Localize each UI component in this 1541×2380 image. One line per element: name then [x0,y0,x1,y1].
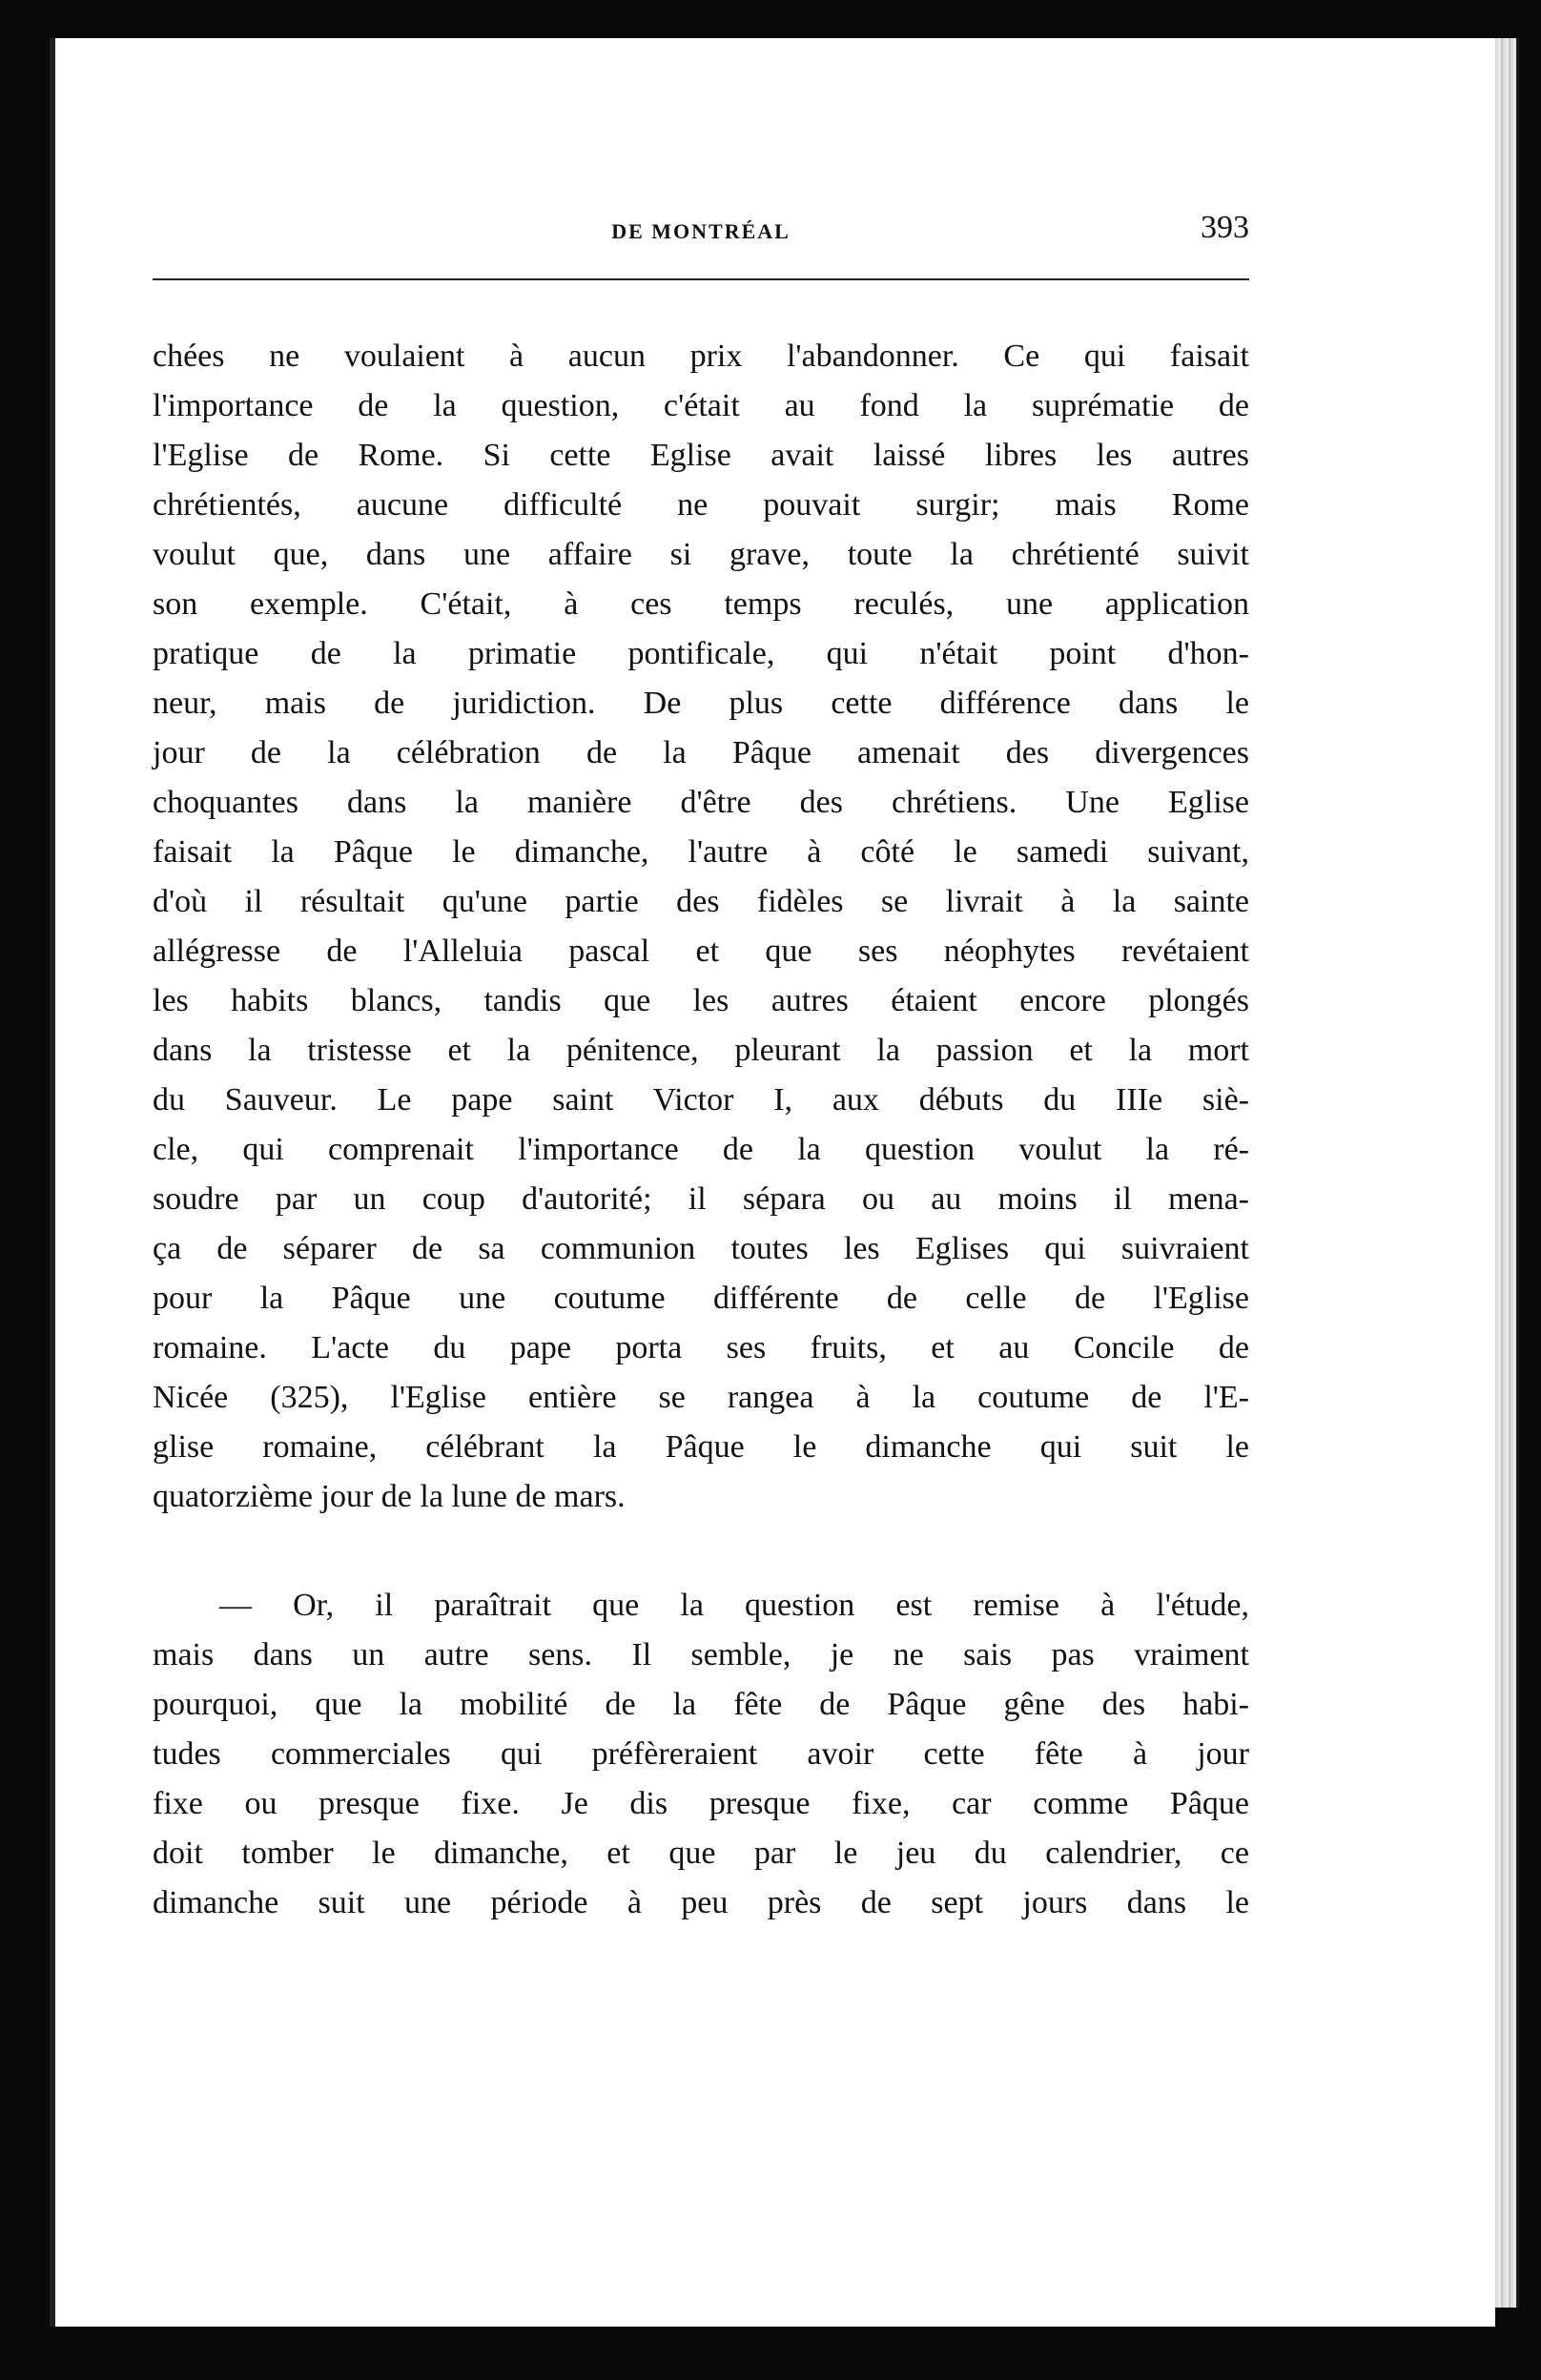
text-line: chées ne voulaient à aucun prix l'abandonner. Ce qui faisait [153,339,1249,374]
text-line: pourquoi, que la mobilité de la fête de Pâque gêne des habi- [153,1687,1249,1722]
text-line: l'importance de la question, c'était au fond la suprématie de [153,388,1249,423]
text-line: ça de séparer de sa communion toutes les Eglises qui suivraient [153,1231,1249,1266]
text-line: jour de la célébration de la Pâque amenait des divergences [153,735,1249,770]
text-line: du Sauveur. Le pape saint Victor I, aux débuts du IIIe siè- [153,1082,1249,1118]
text-line: choquantes dans la manière d'être des chrétiens. Une Eglise [153,785,1249,820]
text-line: chrétientés, aucune difficulté ne pouvait surgir; mais Rome [153,487,1249,523]
page-header [153,210,1249,267]
text-line: allégresse de l'Alleluia pascal et que ses néophytes revétaient [153,934,1249,969]
text-line: pour la Pâque une coutume différente de celle de l'Eglise [153,1281,1249,1316]
text-line: son exemple. C'était, à ces temps reculés, une application [153,586,1249,622]
paragraph-1 [153,332,1249,1522]
running-head: DE MONTRÉAL [611,219,791,243]
text-line: mais dans un autre sens. Il semble, je ne sais pas vraiment [153,1637,1249,1672]
header-rule [153,278,1249,280]
paragraph-2 [153,1581,1249,1928]
text-line: cle, qui comprenait l'importance de la question voulut la ré- [153,1132,1249,1167]
body-text [153,332,1249,1928]
text-line: fixe ou presque fixe. Je dis presque fixe, car comme Pâque [153,1786,1249,1821]
text-line: voulut que, dans une affaire si grave, toute la chrétienté suivit [153,537,1249,572]
page-number: 393 [1201,210,1249,245]
text-line: les habits blancs, tandis que les autres étaient encore plongés [153,983,1249,1018]
text-line: dimanche suit une période à peu près de sept jours dans le [153,1885,1249,1920]
text-line: pratique de la primatie pontificale, qui n'était point d'hon- [153,636,1249,671]
text-line: Nicée (325), l'Eglise entière se rangea à la coutume de l'E- [153,1380,1249,1415]
text-line: faisait la Pâque le dimanche, l'autre à côté le samedi suivant, [153,834,1249,870]
text-line: glise romaine, célébrant la Pâque le dimanche qui suit le [153,1429,1249,1465]
text-line: d'où il résultait qu'une partie des fidèles se livrait à la sainte [153,884,1249,919]
text-line: — Or, il paraîtrait que la question est remise à l'étude, [219,1588,1249,1623]
text-line: dans la tristesse et la pénitence, pleurant la passion et la mort [153,1033,1249,1068]
text-line: doit tomber le dimanche, et que par le jeu du calendrier, ce [153,1836,1249,1871]
text-line: romaine. L'acte du pape porta ses fruits, et au Concile de [153,1330,1249,1365]
text-line: neur, mais de juridiction. De plus cette différence dans le [153,686,1249,721]
paragraph-gap [153,1522,1249,1581]
text-line: soudre par un coup d'autorité; il sépara ou au moins il mena- [153,1181,1249,1217]
text-line: quatorzième jour de la lune de mars. [153,1479,626,1514]
text-line: l'Eglise de Rome. Si cette Eglise avait laissé libres les autres [153,438,1249,473]
text-line: tudes commerciales qui préfèreraient avoir cette fête à jour [153,1736,1249,1772]
